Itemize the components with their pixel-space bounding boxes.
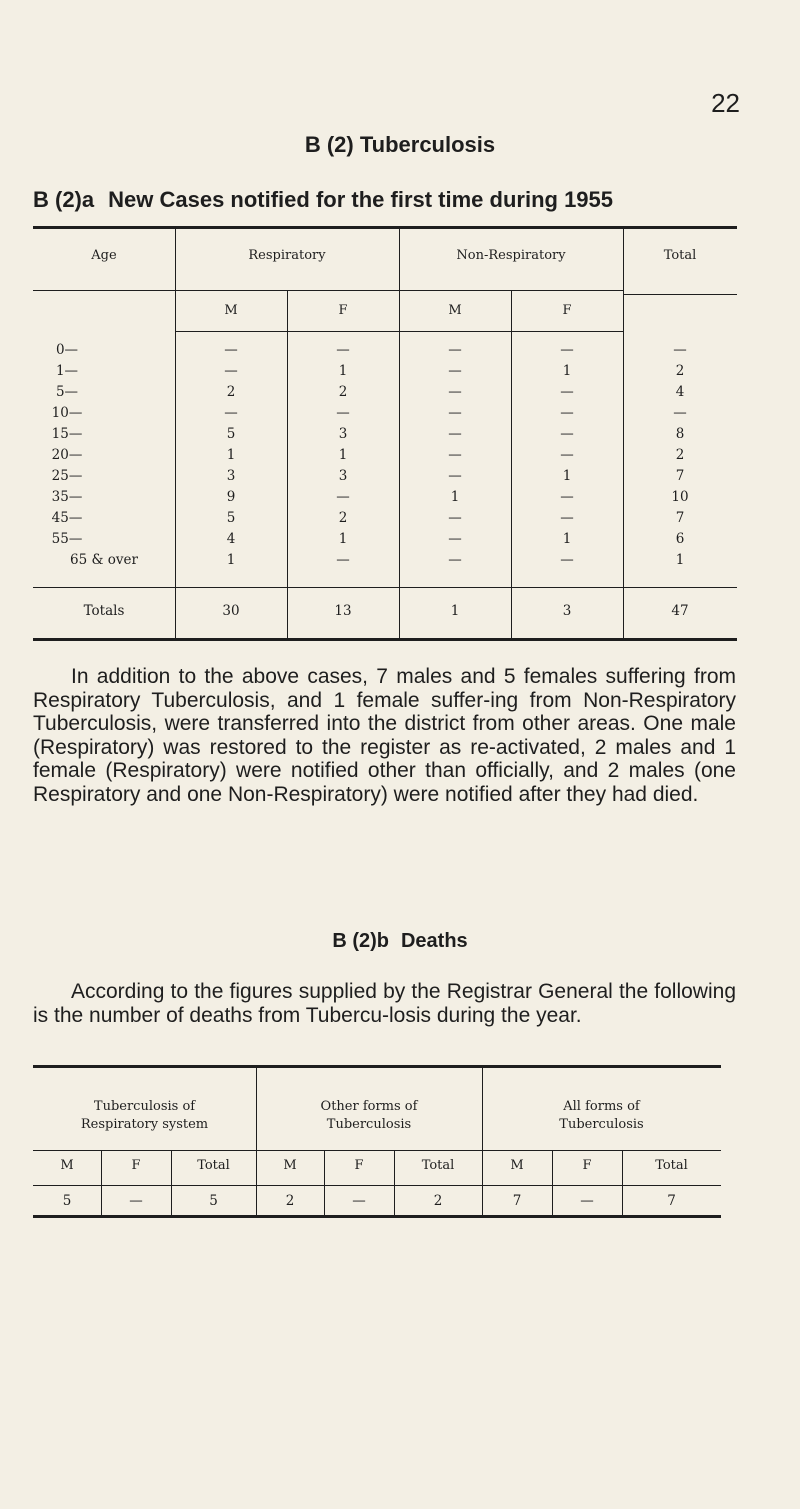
- resp-total-header: Total: [197, 1158, 230, 1173]
- age-cell: 35—: [51, 489, 83, 505]
- other-m-cell: 2: [285, 1193, 295, 1209]
- resp-m-cell: 9: [226, 489, 236, 505]
- deaths-intro-paragraph: According to the figures supplied by the Registrar General the following is the number of deaths from Tubercu-losis during the year.: [33, 980, 736, 1027]
- group-header-line: Tuberculosis: [326, 1117, 412, 1132]
- nonresp-f-cell: 1: [562, 468, 572, 484]
- resp-m-cell: 3: [226, 468, 236, 484]
- nonresp-m-cell: —: [448, 552, 462, 568]
- table-top-rule: [33, 226, 737, 229]
- resp-total-cell: 5: [209, 1193, 218, 1209]
- all-f-header: F: [582, 1158, 592, 1173]
- age-cell: 45—: [51, 510, 83, 526]
- nonresp-m-cell: —: [448, 468, 462, 484]
- deaths-heading: [0, 930, 800, 953]
- age-cell: 55—: [51, 531, 83, 547]
- nonresp-m-cell: —: [448, 426, 462, 442]
- nonresp-f-cell: —: [560, 405, 574, 421]
- total-cell: 10: [671, 489, 689, 505]
- nonresp-m-cell: —: [448, 384, 462, 400]
- resp-m-cell: —: [224, 405, 238, 421]
- nonresp-f-cell: 1: [562, 531, 572, 547]
- group-header-line: All forms of: [563, 1099, 640, 1114]
- transfer-paragraph: In addition to the above cases, 7 males and 5 females suffering from Respiratory Tuberculosis, and 1 female suffer-ing from Non-Respiratory Tuberculosis, were transferred into the district from other areas. One male (Respiratory) was restored to the register as re-activated, 2 males and 1 female (Respiratory) were notified other than officially, and 2 males (one Respiratory and one Non-Respiratory) were notified after they had died.: [33, 665, 736, 806]
- other-f-header: F: [354, 1158, 364, 1173]
- nonresp-m-cell: —: [448, 363, 462, 379]
- nonresp-m-cell: —: [448, 510, 462, 526]
- resp-f-cell: —: [336, 342, 350, 358]
- age-cell: 1—: [55, 363, 79, 379]
- respiratory-header: Respiratory: [248, 248, 326, 263]
- resp-f-cell: 1: [338, 447, 348, 463]
- nonresp-m-cell: —: [448, 405, 462, 421]
- nonresp-f-cell: —: [560, 426, 574, 442]
- all-f-cell: —: [580, 1193, 594, 1209]
- total-header-rule: [623, 294, 737, 295]
- nonresp-f-cell: 1: [562, 363, 572, 379]
- resp-m-cell: 5: [62, 1193, 72, 1209]
- resp-f-cell: —: [336, 405, 350, 421]
- nonresp-m-cell: —: [448, 531, 462, 547]
- deaths-title: Deaths: [400, 930, 468, 952]
- nonresp-f-cell: —: [560, 510, 574, 526]
- nonresp-f-cell: —: [560, 552, 574, 568]
- deaths-values: [33, 1065, 721, 1205]
- other-total-cell: 2: [433, 1193, 443, 1209]
- total-cell: 2: [675, 363, 685, 379]
- deaths-label: B (2)b: [332, 930, 389, 952]
- totals-rule: [33, 587, 737, 588]
- resp-f-cell: —: [336, 489, 350, 505]
- group-header-line: Other forms of: [320, 1099, 418, 1114]
- resp-m-cell: 5: [226, 426, 236, 442]
- resp-f-cell: 2: [338, 384, 348, 400]
- new-cases-table: [33, 226, 737, 631]
- other-total-header: Total: [421, 1158, 455, 1173]
- all-total-header: Total: [655, 1158, 688, 1173]
- age-cell: 65 & over: [70, 552, 138, 568]
- nonresp-m-cell: —: [448, 342, 462, 358]
- age-header-rule: [33, 290, 175, 291]
- resp-f-cell: 1: [338, 363, 348, 379]
- age-header: Age: [91, 248, 117, 263]
- totals-label: Totals: [83, 603, 125, 619]
- resp-m-cell: —: [224, 342, 238, 358]
- table-bottom-rule: [33, 638, 737, 641]
- total-cell: 1: [675, 552, 685, 568]
- group-header-line: Tuberculosis of: [93, 1099, 196, 1114]
- age-cell: 5—: [55, 384, 79, 400]
- nonresp-m-total: 1: [450, 603, 460, 619]
- total-cell: 4: [675, 384, 685, 400]
- all-m-header: M: [510, 1158, 524, 1173]
- resp-f-cell: —: [129, 1193, 143, 1209]
- all-total-cell: 7: [667, 1193, 676, 1209]
- resp-f-cell: 1: [338, 531, 348, 547]
- new-cases-title: New Cases notified for the first time during 1955: [108, 187, 614, 212]
- nonresp-m-header: M: [448, 303, 462, 318]
- age-cell: 0—: [55, 342, 79, 358]
- total-cell: 8: [675, 426, 685, 442]
- other-f-cell: —: [352, 1193, 366, 1209]
- resp-f-cell: —: [336, 552, 350, 568]
- resp-m-cell: 1: [226, 552, 236, 568]
- nonresp-m-cell: —: [448, 447, 462, 463]
- section-title: B (2) Tuberculosis: [304, 132, 496, 157]
- nonresp-f-total: 3: [562, 603, 572, 619]
- total-cell: 6: [675, 531, 685, 547]
- resp-f-cell: 3: [338, 468, 348, 484]
- resp-m-cell: 5: [226, 510, 236, 526]
- total-header: Total: [663, 248, 697, 263]
- resp-m-cell: 1: [226, 447, 236, 463]
- page-number: 22: [711, 88, 740, 118]
- total-cell: 2: [675, 447, 685, 463]
- age-cell: 15—: [51, 426, 83, 442]
- new-cases-label: B (2)a: [33, 187, 95, 212]
- resp-m-cell: —: [224, 363, 238, 379]
- group-header-rule: [175, 290, 623, 291]
- subheader-rule: [175, 331, 623, 332]
- total-cell: 7: [675, 468, 685, 484]
- deaths-bottom-rule: [33, 1215, 721, 1218]
- age-cell: 25—: [51, 468, 83, 484]
- group-header-line: Tuberculosis: [559, 1117, 644, 1132]
- nonresp-f-cell: —: [560, 489, 574, 505]
- nonresp-f-cell: —: [560, 384, 574, 400]
- resp-f-header: F: [131, 1158, 141, 1173]
- resp-m-header: M: [224, 303, 238, 318]
- nonresp-f-header: F: [562, 303, 572, 318]
- new-cases-heading: [33, 187, 613, 213]
- resp-f-total: 13: [334, 603, 352, 619]
- group-header-line: Respiratory system: [80, 1117, 209, 1132]
- resp-m-header: M: [60, 1158, 74, 1173]
- nonresp-m-cell: 1: [450, 489, 460, 505]
- total-cell: —: [673, 405, 687, 421]
- total-cell: 7: [675, 510, 685, 526]
- resp-f-header: F: [338, 303, 348, 318]
- non-respiratory-header: Non-Respiratory: [456, 248, 566, 263]
- nonresp-f-cell: —: [560, 447, 574, 463]
- all-m-cell: 7: [512, 1193, 522, 1209]
- age-cell: 10—: [51, 405, 83, 421]
- resp-f-cell: 2: [338, 510, 348, 526]
- resp-m-total: 30: [222, 603, 240, 619]
- other-m-header: M: [283, 1158, 297, 1173]
- nonresp-f-cell: —: [560, 342, 574, 358]
- resp-f-cell: 3: [338, 426, 348, 442]
- resp-m-cell: 4: [226, 531, 236, 547]
- total-cell: —: [673, 342, 687, 358]
- grand-total: 47: [671, 603, 689, 619]
- resp-m-cell: 2: [226, 384, 236, 400]
- age-cell: 20—: [51, 447, 83, 463]
